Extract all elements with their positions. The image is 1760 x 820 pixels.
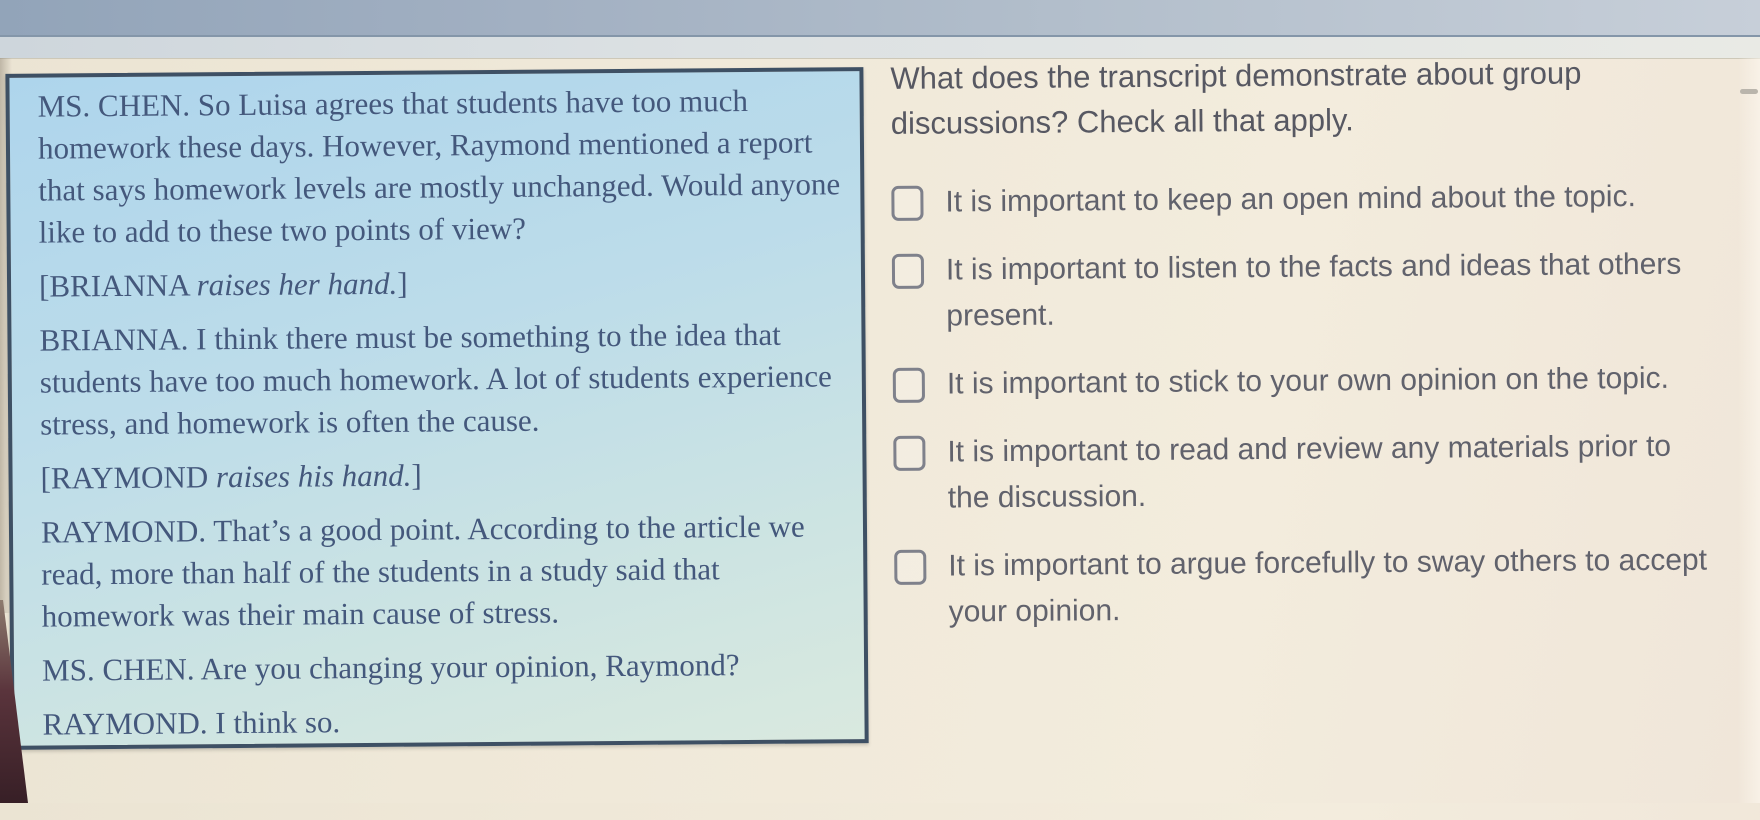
option-label: It is important to read and review any materials prior to the discussion.	[947, 429, 1672, 515]
option-row[interactable]	[891, 173, 1715, 225]
stage-action: raises his hand.	[215, 457, 412, 495]
option-label: It is important to listen to the facts and ideas that others present.	[945, 247, 1682, 333]
question-prompt: What does the transcript demonstrate about group discussions? Check all that apply.	[890, 55, 1582, 141]
option-checkbox[interactable]	[892, 254, 924, 289]
option-row[interactable]	[894, 537, 1719, 635]
stage-speaker: [RAYMOND	[40, 459, 217, 496]
stage-bracket: ]	[411, 457, 422, 493]
option-checkbox[interactable]	[893, 436, 925, 471]
stage-direction	[39, 259, 841, 307]
transcript-paragraph: RAYMOND. That’s a good point. According to the article we read, more than half of the students in a study said that homework was their main cause of stress.	[40, 508, 805, 634]
option-checkbox[interactable]	[894, 550, 926, 585]
stage-direction	[40, 451, 842, 499]
transcript-paragraph: MS. CHEN. Are you changing your opinion, Raymond?	[41, 647, 740, 688]
transcript-paragraph: MS. CHEN. So Luisa agrees that students have too much homework these days. However, Raymond mentioned a report that says homework levels are mostly unchanged. Would anyone like to add to these two points of view?	[37, 83, 841, 250]
option-label: It is important to stick to your own opinion on the topic.	[946, 361, 1670, 401]
option-label: It is important to keep an open mind about the topic.	[945, 180, 1636, 219]
transcript-paragraph: RAYMOND. I think so.	[42, 704, 341, 742]
question-block	[890, 49, 1719, 657]
option-checkbox[interactable]	[891, 186, 923, 221]
option-checkbox[interactable]	[893, 368, 925, 403]
option-label: It is important to argue forcefully to sway others to accept your opinion.	[948, 543, 1708, 629]
stage-action: raises her hand.	[196, 265, 398, 303]
option-row[interactable]	[892, 241, 1717, 339]
option-row[interactable]	[893, 423, 1718, 521]
options-list	[891, 173, 1719, 635]
photo-artifact-dash	[1740, 89, 1758, 94]
option-row[interactable]	[893, 355, 1717, 407]
transcript-paragraph: BRIANNA. I think there must be something to the idea that students have too much homework. A lot of students experience stress, and homework is often the cause.	[39, 316, 832, 442]
stage-bracket: ]	[397, 265, 408, 301]
transcript-panel	[5, 67, 868, 750]
stage-speaker: [BRIANNA	[38, 267, 197, 304]
